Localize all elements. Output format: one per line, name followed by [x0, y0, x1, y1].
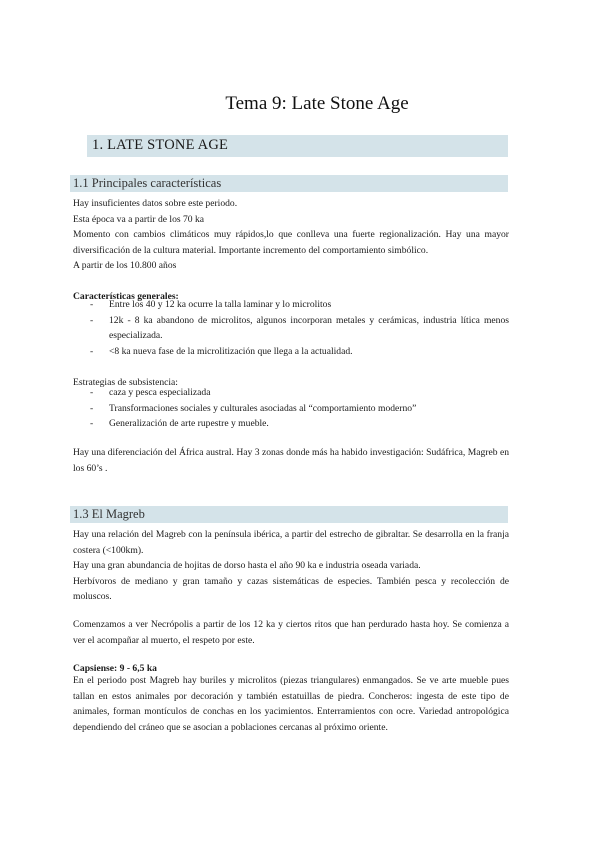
list-marker: -	[90, 299, 94, 310]
general-characteristics-title: Características generales:	[73, 291, 179, 302]
intro-line: Momento con cambios climáticos muy rápidos,lo que conlleva una fuerte regionalización. Hay una mayor diversificación de la cultura material. Importante incremento del comportamiento simbólico.	[73, 229, 509, 256]
list-item: - <8 ka nueva fase de la microlitización que llega a la actualidad.	[90, 344, 509, 360]
document-title: Tema 9: Late Stone Age	[225, 93, 409, 114]
section-1-1-intro	[73, 196, 509, 274]
section-1-heading: 1. LATE STONE AGE	[92, 137, 229, 153]
capsiense-title: Capsiense: 9 - 6,5 ka	[73, 663, 157, 674]
section-1-3-paragraph-2: Comenzamos a ver Necrópolis a partir de los 12 ka y ciertos ritos que han perdurado hasta hoy. Se comienza a ver el acompañar al muerto, el respeto por este.	[73, 619, 509, 646]
section-1-3-heading: 1.3 El Magreb	[73, 507, 145, 521]
intro-line: Hay insuficientes datos sobre este periodo.	[73, 198, 238, 209]
paragraph-line: Hay una relación del Magreb con la península ibérica, a partir del estrecho de gibraltar. Se desarrolla en la franja costera (<100km).	[73, 529, 509, 556]
subsistence-strategies-title: Estrategias de subsistencia:	[73, 377, 178, 388]
list-marker: -	[90, 314, 94, 326]
general-characteristics-list	[90, 297, 509, 359]
list-marker: -	[90, 418, 94, 430]
subsistence-strategies-list	[90, 385, 509, 432]
list-item: - Generalización de arte rupestre y mueble.	[90, 416, 509, 432]
list-item: - 12k - 8 ka abandono de microlitos, algunos incorporan metales y cerámicas, industria lítica menos especializada.	[90, 314, 509, 342]
list-item: - Transformaciones sociales y culturales asociadas al “comportamiento moderno”	[90, 401, 509, 417]
list-item: - caza y pesca especializada	[90, 385, 509, 401]
list-item: - Entre los 40 y 12 ka ocurre la talla laminar y lo microlitos	[90, 297, 509, 313]
capsiense-text: En el periodo post Magreb hay buriles y microlitos (piezas triangulares) enmangados. Se ve arte mueble pues tallan en estos animales por decoración y también estatuillas de piedra. Concheros: ingesta de este tipo de animales, forman montículos de conchas en los yacimientos. Enterramientos con ocre. Variedad antropológica dependiendo del cráneo que se asocian a poblaciones cercanas al próximo oriente.	[73, 675, 509, 733]
section-1-1-closing: Hay una diferenciación del África austral. Hay 3 zonas donde más ha habido investigación: Sudáfrica, Magreb en los 60’s .	[73, 447, 509, 474]
intro-line: A partir de los 10.800 años	[73, 260, 177, 272]
list-marker: -	[90, 387, 94, 398]
paragraph-line: Herbívoros de mediano y gran tamaño y cazas sistemáticas de especies. También pesca y recolección de moluscos.	[73, 575, 509, 603]
intro-line: Esta época va a partir de los 70 ka	[73, 213, 205, 225]
list-marker: -	[90, 345, 94, 357]
section-1-1-heading: 1.1 Principales características	[73, 176, 222, 190]
section-1-3-paragraph-1	[73, 527, 509, 605]
list-marker: -	[90, 402, 94, 414]
paragraph-line: Hay una gran abundancia de hojitas de dorso hasta el año 90 ka e industria oseada variada.	[73, 560, 421, 572]
